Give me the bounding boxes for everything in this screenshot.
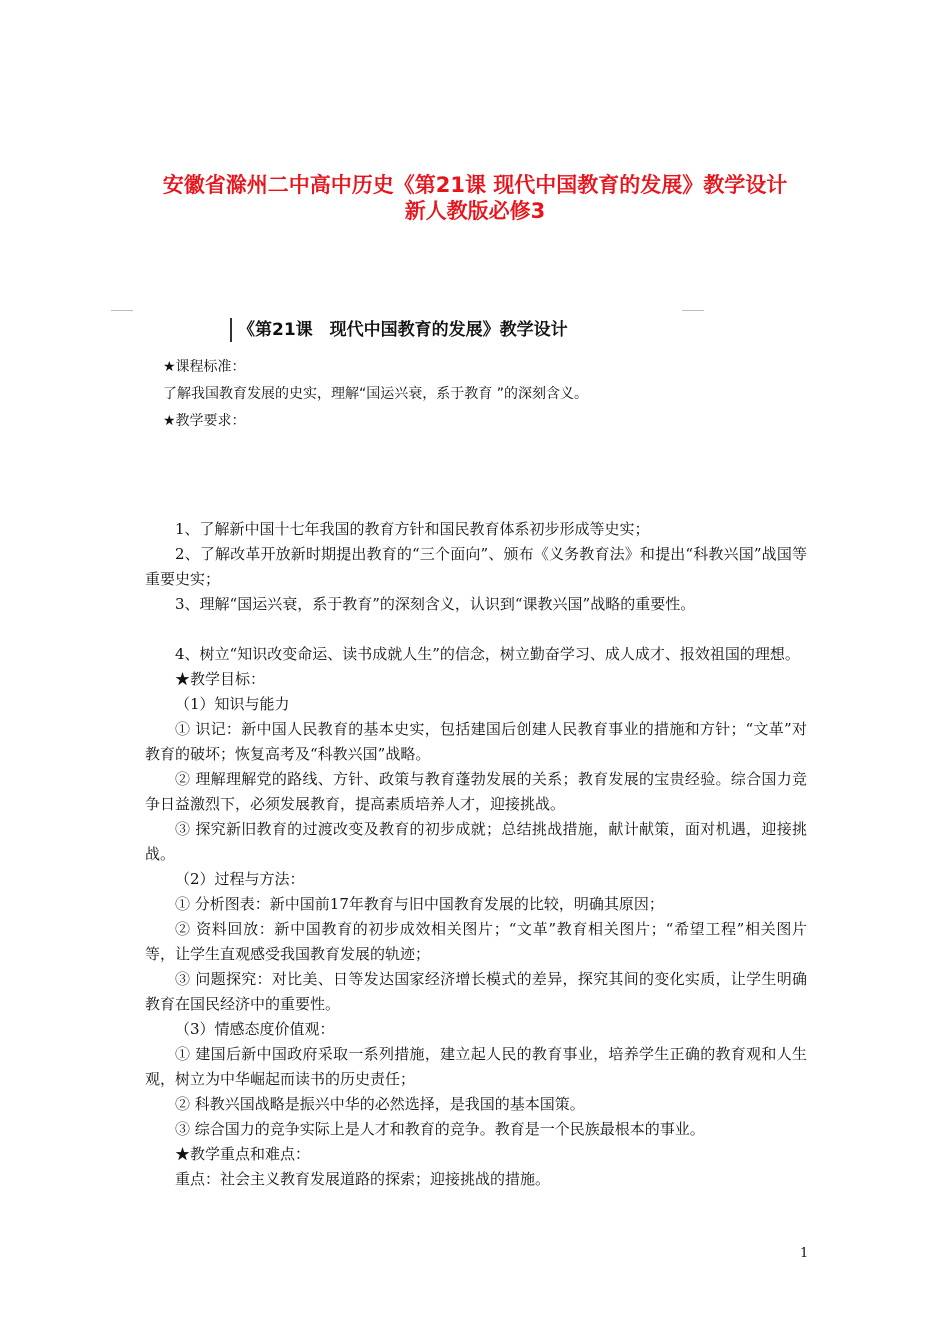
attitude-item: ③ 综合国力的竞争实际上是人才和教育的竞争。教育是一个民族最根本的事业。: [175, 1120, 705, 1138]
lesson-title: 《第21课 现代中国教育的发展》教学设计: [238, 320, 568, 340]
knowledge-item: ② 理解理解党的路线、方针、政策与教育蓬勃发展的关系；教育发展的宝贵经验。综合国力竞争日益激烈下，必须发展教育，提高素质培养人才，迎接挑战。: [145, 770, 807, 813]
document-body: [145, 517, 807, 1192]
standard-text: 了解我国教育发展的史实，理解“国运兴衰，系于教育 ”的深刻含义。: [163, 386, 588, 402]
page-number: 1: [800, 1246, 809, 1261]
objectives-heading: ★教学目标：: [175, 670, 266, 688]
key-points-heading: ★教学重点和难点：: [175, 1145, 311, 1163]
requirement-item: 1、了解新中国十七年我国的教育方针和国民教育体系初步形成等史实；: [175, 520, 650, 538]
attitude-item: ② 科教兴国战略是振兴中华的必然选择，是我国的基本国策。: [175, 1095, 585, 1113]
attitude-item: ① 建国后新中国政府采取一系列措施，建立起人民的教育事业，培养学生正确的教育观和人生观，树立为中华崛起而读书的历史责任；: [145, 1045, 807, 1088]
requirement-item: 4、树立“知识改变命运、读书成就人生”的信念，树立勤奋学习、成人成才、报效祖国的理想。: [175, 645, 800, 663]
key-points-focus: 重点：社会主义教育发展道路的探索；迎接挑战的措施。: [175, 1170, 551, 1188]
attitude-heading: （3）情感态度价值观：: [175, 1020, 335, 1038]
requirements-heading: ★教学要求：: [163, 413, 246, 429]
process-item: ① 分析图表：新中国前17年教育与旧中国教育发展的比较，明确其原因；: [175, 895, 664, 913]
standard-heading: ★课程标准：: [163, 359, 246, 375]
header-rule-right: [682, 310, 704, 311]
requirement-item: 3、理解“国运兴衰，系于教育”的深刻含义，认识到“课教兴国”战略的重要性。: [175, 595, 696, 613]
document-title-line2: 新人教版必修3: [404, 199, 546, 223]
header-rule-left: [111, 310, 133, 311]
process-heading: （2）过程与方法：: [175, 870, 305, 888]
process-item: ② 资料回放：新中国教育的初步成效相关图片；“文革”教育相关图片；“希望工程”相关图片等，让学生直观感受我国教育发展的轨迹；: [145, 920, 807, 963]
title-marker: [230, 318, 232, 342]
knowledge-item: ① 识记：新中国人民教育的基本史实，包括建国后创建人民教育事业的措施和方针；“文革”对教育的破坏；恢复高考及“科教兴国”战略。: [145, 720, 807, 763]
document-title-line1: 安徽省滁州二中高中历史《第21课 现代中国教育的发展》教学设计: [162, 173, 788, 197]
knowledge-item: ③ 探究新旧教育的过渡改变及教育的初步成就；总结挑战措施，献计献策，面对机遇，迎接挑战。: [145, 820, 807, 863]
process-item: ③ 问题探究：对比美、日等发达国家经济增长模式的差异，探究其间的变化实质，让学生明确教育在国民经济中的重要性。: [145, 970, 807, 1013]
requirement-item: 2、了解改革开放新时期提出教育的“三个面向”、颁布《义务教育法》和提出“科教兴国”战国等重要史实；: [145, 545, 807, 588]
knowledge-heading: （1）知识与能力: [175, 695, 290, 713]
